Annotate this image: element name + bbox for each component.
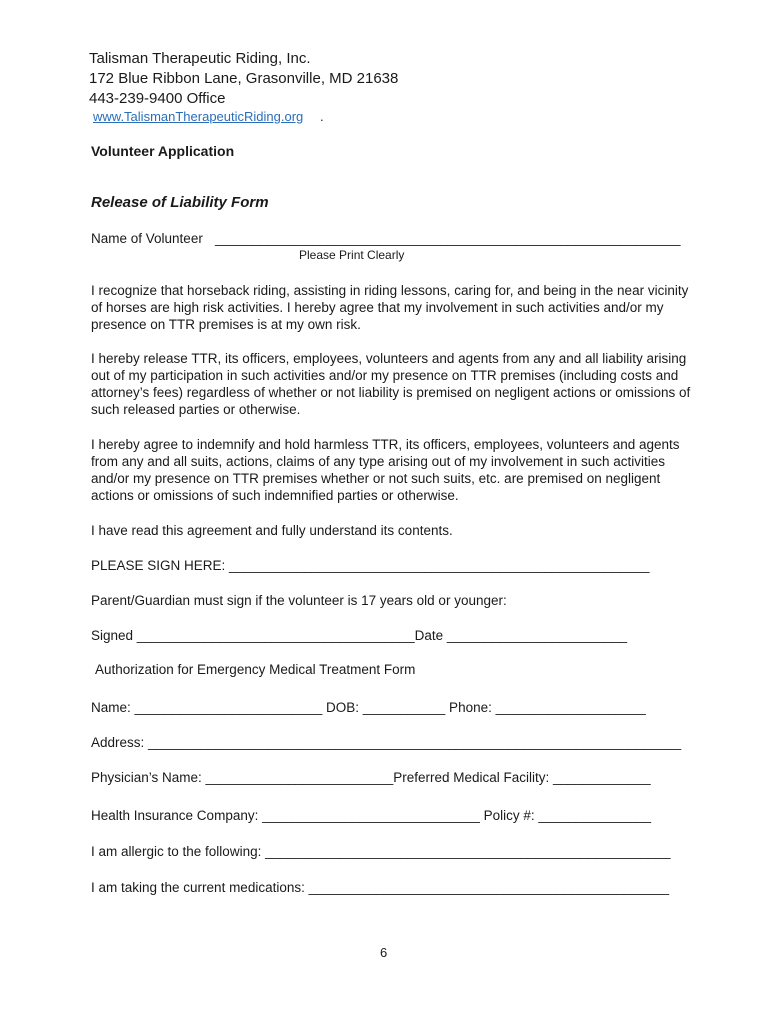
paragraph-indemnify: I hereby agree to indemnify and hold harmless TTR, its officers, employees, volunteers and agents from any and all suits, actions, claims of any type arising out of my involvement in such activities and/or my presence on TTR premises whether or not such suits, etc. are premised on negligent actions or omissions of such indemnified parties or otherwise. [91,437,680,503]
physician-facility-field[interactable]: Physician’s Name: _________________________Preferred Medical Facility: _____________ [91,770,651,785]
medications-field[interactable]: I am taking the current medications: ________________________________________________ [91,880,669,895]
medical-heading: Authorization for Emergency Medical Treatment Form [95,662,416,677]
paragraph-release: I hereby release TTR, its officers, employees, volunteers and agents from any and all liability arising out of my participation in such activities and/or my presence on TTR premises (including costs and attorney’s fees) regardless of whether or not liability is premised on negligent actions or omissions of such released parties or otherwise. [91,351,691,417]
website-suffix: . [320,109,324,124]
org-address: 172 Blue Ribbon Lane, Grasonville, MD 21638 [89,70,399,87]
volunteer-name-label: Name of Volunteer [91,231,203,246]
page-number: 6 [380,945,388,960]
form-title: Release of Liability Form [91,194,269,211]
guardian-signed-date-field[interactable]: Signed _____________________________________Date ________________________ [91,628,628,643]
org-phone: 443-239-9400 Office [89,90,226,107]
medical-address-field[interactable]: Address: _______________________________________________________________________ [91,735,682,750]
org-name: Talisman Therapeutic Riding, Inc. [89,50,311,67]
website-link[interactable]: www.TalismanTherapeuticRiding.org [93,109,304,124]
please-sign-field[interactable]: PLEASE SIGN HERE: ________________________________________________________ [91,558,650,573]
insurance-policy-field[interactable]: Health Insurance Company: _____________________________ Policy #: _______________ [91,808,651,823]
allergies-field[interactable]: I am allergic to the following: ______________________________________________________ [91,844,671,859]
volunteer-name-field[interactable]: ______________________________________________________________ [215,231,681,246]
medical-name-dob-phone-field[interactable]: Name: _________________________ DOB: ___________ Phone: ____________________ [91,700,646,715]
paragraph-risk: I recognize that horseback riding, assisting in riding lessons, caring for, and being in the near vicinity of horses are high risk activities. I hereby agree that my involvement in such activities and/or my presence on TTR premises is at my own risk. [91,283,689,332]
print-hint: Please Print Clearly [299,248,405,262]
form-heading: Volunteer Application [91,143,235,159]
guardian-note: Parent/Guardian must sign if the volunteer is 17 years old or younger: [91,593,507,608]
paragraph-acknowledge: I have read this agreement and fully understand its contents. [91,523,453,538]
